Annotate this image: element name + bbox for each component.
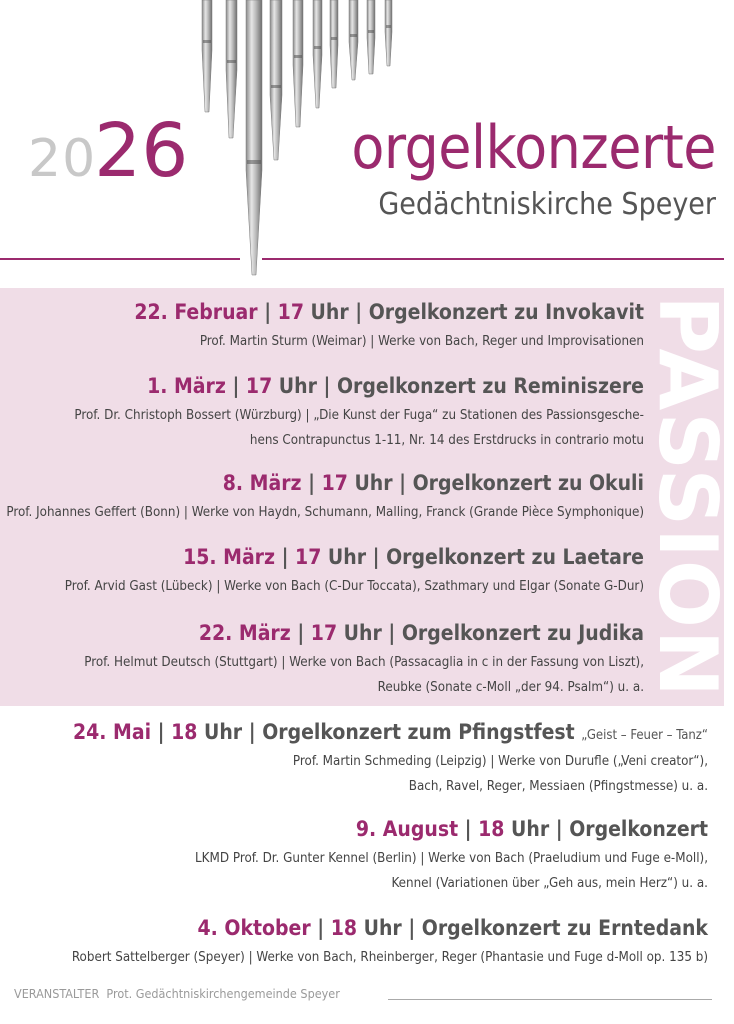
event-heading: 1. März | 17 Uhr | Orgelkonzert zu Reminiszere <box>147 374 644 398</box>
organ-pipe <box>226 0 237 138</box>
event-heading: 8. März | 17 Uhr | Orgelkonzert zu Okuli <box>222 471 644 495</box>
organ-pipe <box>367 0 375 74</box>
event-line: Prof. Dr. Christoph Bossert (Würzburg) | „Die Kunst der Fuga“ zu Stationen des Passionsgesche- <box>74 408 644 424</box>
event-details <box>65 574 644 599</box>
event-heading: 22. Februar | 17 Uhr | Orgelkonzert zu Invokavit <box>134 300 644 324</box>
header-rule-left <box>0 258 240 260</box>
event-hour: 17 <box>295 545 322 569</box>
organ-pipe <box>385 0 392 66</box>
event-name: Orgelkonzert zu Laetare <box>386 545 644 569</box>
event-motto: „Geist – Feuer – Tanz“ <box>581 728 708 743</box>
event-line: Prof. Martin Sturm (Weimar) | Werke von Bach, Reger und Improvisationen <box>199 334 644 350</box>
event-heading: 24. Mai | 18 Uhr | Orgelkonzert zum Pfingstfest „Geist – Feuer – Tanz“ <box>73 720 708 744</box>
event-line: hens Contrapunctus 1-11, Nr. 14 des Erstdrucks in contrario motu <box>249 433 644 449</box>
event-date: 22. Februar <box>134 300 258 324</box>
event-line: Prof. Arvid Gast (Lübeck) | Werke von Bach (C-Dur Toccata), Szathmary und Elgar (Sonate G-Dur) <box>64 579 644 595</box>
page-subtitle: Gedächtniskirche Speyer <box>378 187 716 222</box>
event-hour: 17 <box>310 621 338 645</box>
event-name: Orgelkonzert zu Judika <box>401 621 644 645</box>
event-hour: 17 <box>321 471 348 495</box>
event-date: 9. August <box>355 817 459 841</box>
event-name: Orgelkonzert <box>569 817 708 841</box>
event-name: Orgelkonzert zu Invokavit <box>368 300 644 324</box>
event-uhr: Uhr <box>363 916 402 940</box>
event-line: Robert Sattelberger (Speyer) | Werke von Bach, Rheinberger, Reger (Phantasie und Fuge d-Moll op. 135 b) <box>71 950 708 966</box>
event-hour: 17 <box>277 300 304 324</box>
footer-organizer-name: Prot. Gedächtniskirchengemeinde Speyer <box>106 986 340 1001</box>
organ-pipe <box>330 0 338 88</box>
event-heading: 9. August | 18 Uhr | Orgelkonzert <box>355 817 708 841</box>
event-uhr: Uhr <box>511 817 550 841</box>
event-details <box>72 945 708 970</box>
event-hour: 18 <box>330 916 358 940</box>
event-details <box>195 846 708 896</box>
event-details <box>73 749 708 799</box>
event-date: 22. März <box>198 621 291 645</box>
event-heading: 22. März | 17 Uhr | Orgelkonzert zu Judika <box>198 621 644 645</box>
organ-pipe <box>293 0 303 127</box>
event-august <box>195 817 708 896</box>
event-invokavit <box>134 300 644 354</box>
event-pfingstfest <box>73 720 708 799</box>
event-date: 1. März <box>147 374 226 398</box>
event-line: Reubke (Sonate c-Moll „der 94. Psalm“) u. a. <box>377 680 644 696</box>
event-uhr: Uhr <box>327 545 367 569</box>
event-uhr: Uhr <box>310 300 349 324</box>
page-title: orgelkonzerte <box>351 113 716 183</box>
passion-label-text: PASSION <box>641 295 734 699</box>
event-details <box>84 650 644 700</box>
event-uhr: Uhr <box>204 720 243 744</box>
event-uhr: Uhr <box>278 374 317 398</box>
event-laetare <box>65 545 644 599</box>
year <box>28 108 188 198</box>
event-date: 15. März <box>183 545 275 569</box>
event-uhr: Uhr <box>354 471 393 495</box>
footer-label: VERANSTALTER <box>14 986 100 1001</box>
event-line: Prof. Martin Schmeding (Leipzig) | Werke von Durufle („Veni creator“), <box>292 754 708 770</box>
event-okuli <box>6 471 644 525</box>
event-details <box>6 500 644 525</box>
event-name: Orgelkonzert zu Reminiszere <box>336 374 644 398</box>
event-date: 4. Oktober <box>197 916 311 940</box>
event-name: Orgelkonzert zum Pfingstfest <box>262 720 575 744</box>
event-line: Prof. Johannes Geffert (Bonn) | Werke von Haydn, Schumann, Malling, Franck (Grande Pièce Symphonique) <box>6 505 644 521</box>
year-prefix: 20 <box>28 129 97 189</box>
event-line: LKMD Prof. Dr. Gunter Kennel (Berlin) | Werke von Bach (Praeludium und Fuge e-Moll), <box>195 851 708 867</box>
organ-pipe <box>246 0 262 275</box>
organ-pipe <box>349 0 358 80</box>
event-heading: 15. März | 17 Uhr | Orgelkonzert zu Laetare <box>183 545 644 569</box>
event-line: Kennel (Variationen über „Geh aus, mein Herz“) u. a. <box>391 876 708 892</box>
event-heading: 4. Oktober | 18 Uhr | Orgelkonzert zu Erntedank <box>197 916 708 940</box>
event-details <box>74 403 644 453</box>
event-name: Orgelkonzert zu Okuli <box>412 471 644 495</box>
event-hour: 18 <box>478 817 505 841</box>
event-line: Prof. Helmut Deutsch (Stuttgart) | Werke von Bach (Passacaglia in c in der Fassung von Liszt), <box>84 655 644 671</box>
event-hour: 18 <box>171 720 198 744</box>
event-judika <box>84 621 644 700</box>
passion-side-label <box>641 288 734 706</box>
event-details <box>134 329 644 354</box>
event-name: Orgelkonzert zu Erntedank <box>421 916 708 940</box>
organ-pipe <box>202 0 212 112</box>
event-date: 24. Mai <box>73 720 152 744</box>
event-erntedank <box>72 916 708 970</box>
header-rule-right <box>262 258 724 260</box>
organ-pipe <box>313 0 322 108</box>
event-uhr: Uhr <box>343 621 382 645</box>
event-line: Bach, Ravel, Reger, Messiaen (Pfingstmesse) u. a. <box>408 779 708 795</box>
event-hour: 17 <box>245 374 273 398</box>
event-date: 8. März <box>222 471 302 495</box>
footer-organizer <box>14 986 340 1001</box>
organ-pipe <box>270 0 282 160</box>
event-reminiszere <box>74 374 644 453</box>
year-suffix: 26 <box>94 108 189 194</box>
footer-rule <box>388 999 712 1000</box>
